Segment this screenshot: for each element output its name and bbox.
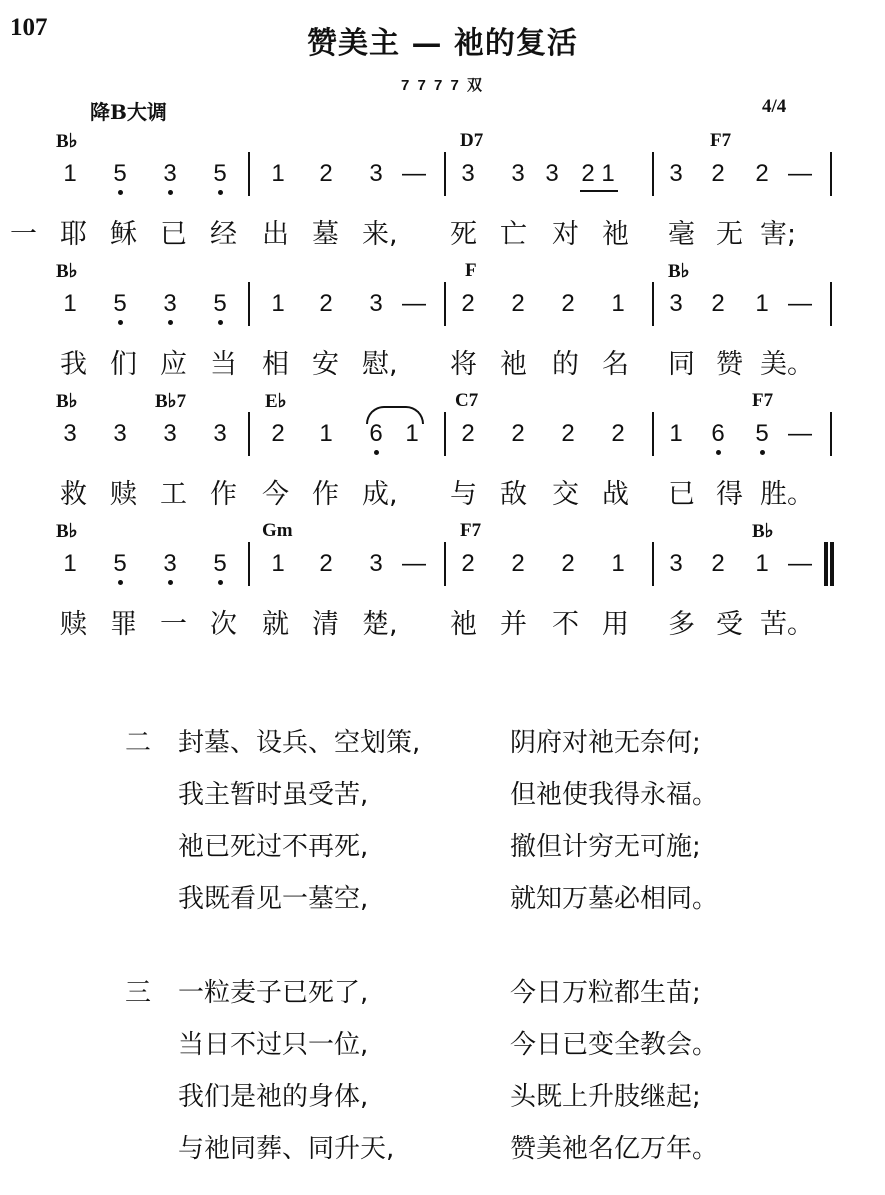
note-number: 1 <box>271 160 285 187</box>
lyric-char: 罪 <box>110 609 137 640</box>
lyric-char: 就 <box>262 609 289 640</box>
lyric-char: 名 <box>602 349 629 380</box>
barline <box>830 282 832 326</box>
note-number: 3 <box>163 290 177 317</box>
barline <box>444 282 446 326</box>
note-dash: — <box>788 290 812 317</box>
lyric-char: 次 <box>210 609 237 640</box>
octave-dot <box>118 320 123 325</box>
lyric-char: 工 <box>160 479 187 510</box>
barline <box>444 152 446 196</box>
chord-symbol: B♭ <box>56 261 78 282</box>
chord-symbol: B♭ <box>56 131 78 152</box>
verse-number: 二 <box>125 728 152 758</box>
octave-dot <box>760 450 765 455</box>
note-number: 5 <box>213 550 227 577</box>
hymn-number: 107 <box>10 14 48 41</box>
lyric-char: 祂 <box>450 609 477 640</box>
verse-line-second-half: 但祂使我得永福。 <box>510 780 719 810</box>
chord-symbol: F7 <box>710 130 732 151</box>
chord-symbol: B♭ <box>752 521 774 542</box>
lyric-char: 不 <box>552 609 579 640</box>
note-number: 3 <box>163 160 177 187</box>
lyric-char: 祂 <box>602 219 629 250</box>
meter: 7 7 7 7 双 <box>400 77 485 94</box>
barline <box>652 412 654 456</box>
note-dash: — <box>402 550 426 577</box>
note-number: 1 <box>669 420 683 447</box>
barline <box>830 152 832 196</box>
lyric-char: 们 <box>110 349 137 380</box>
octave-dot <box>218 580 223 585</box>
note-number: 3 <box>511 160 525 187</box>
octave-dot <box>118 580 123 585</box>
note-number: 3 <box>163 420 177 447</box>
note-number: 6 <box>369 420 383 447</box>
lyric-char: 已 <box>160 219 187 250</box>
note-number: 1 <box>755 290 769 317</box>
verse-line-first-half: 我们是祂的身体, <box>178 1082 369 1112</box>
lyric-char: 亡 <box>500 219 527 250</box>
lyric-char: 敌 <box>500 479 527 510</box>
verse-line-first-half: 当日不过只一位, <box>178 1030 369 1060</box>
chord-symbol: B♭ <box>668 261 690 282</box>
note-number: 2 <box>711 550 725 577</box>
lyric-char: 同 <box>668 349 695 380</box>
octave-dot <box>374 450 379 455</box>
octave-dot <box>218 190 223 195</box>
lyric-char: 作 <box>312 479 339 510</box>
barline <box>248 282 250 326</box>
lyric-char: 一 <box>10 219 37 250</box>
final-barline <box>830 542 834 586</box>
note-number: 2 <box>511 550 525 577</box>
lyric-char: 用 <box>602 609 629 640</box>
lyric-char: 当 <box>210 349 237 380</box>
lyric-char: 成, <box>362 479 398 510</box>
chord-symbol: C7 <box>455 390 479 411</box>
verse-line-first-half: 我主暂时虽受苦, <box>178 780 369 810</box>
octave-dot <box>118 190 123 195</box>
note-number: 5 <box>113 160 127 187</box>
note-number: 1 <box>611 290 625 317</box>
note-number: 1 <box>319 420 333 447</box>
note-number: 2 <box>461 550 475 577</box>
note-number: 3 <box>669 160 683 187</box>
lyric-char: 的 <box>552 349 579 380</box>
note-number: 5 <box>213 160 227 187</box>
lyric-char: 并 <box>500 609 527 640</box>
verse-line-second-half: 就知万墓必相同。 <box>510 884 719 914</box>
verse-line-second-half: 撤但计穷无可施; <box>510 832 701 862</box>
lyric-char: 一 <box>160 609 187 640</box>
lyric-char: 无 <box>716 219 743 250</box>
note-number: 1 <box>611 550 625 577</box>
chord-symbol: F7 <box>752 390 774 411</box>
note-number: 3 <box>213 420 227 447</box>
lyric-char: 美。 <box>760 349 814 380</box>
note-number: 3 <box>669 290 683 317</box>
note-number: 2 <box>319 160 333 187</box>
chord-symbol: B♭ <box>56 391 78 412</box>
note-dash: — <box>402 290 426 317</box>
note-number: 1 <box>63 290 77 317</box>
lyric-char: 将 <box>450 349 477 380</box>
barline <box>248 412 250 456</box>
note-number: 3 <box>63 420 77 447</box>
note-number: 2 <box>319 290 333 317</box>
lyric-char: 赞 <box>716 349 743 380</box>
note-number: 3 <box>461 160 475 187</box>
lyric-char: 来, <box>362 219 398 250</box>
note-number: 1 <box>63 160 77 187</box>
verse-line-second-half: 头既上升肢继起; <box>510 1082 701 1112</box>
lyric-char: 救 <box>60 479 87 510</box>
lyric-char: 墓 <box>312 219 339 250</box>
note-number: 1 <box>601 160 615 187</box>
note-number: 2 <box>319 550 333 577</box>
chord-symbol: B♭ <box>56 521 78 542</box>
note-number: 2 <box>461 420 475 447</box>
lyric-char: 清 <box>312 609 339 640</box>
note-number: 3 <box>669 550 683 577</box>
note-number: 1 <box>271 550 285 577</box>
barline <box>444 542 446 586</box>
chord-symbol: F <box>465 260 477 281</box>
verse-line-first-half: 祂已死过不再死, <box>178 832 369 862</box>
lyric-char: 祂 <box>500 349 527 380</box>
note-number: 1 <box>405 420 419 447</box>
note-number: 3 <box>369 290 383 317</box>
note-dash: — <box>788 420 812 447</box>
chord-symbol: D7 <box>460 130 484 151</box>
octave-dot <box>168 190 173 195</box>
lyric-char: 胜。 <box>760 479 814 510</box>
verse-line-second-half: 阴府对祂无奈何; <box>510 728 701 758</box>
note-number: 2 <box>711 160 725 187</box>
note-number: 2 <box>611 420 625 447</box>
lyric-char: 交 <box>552 479 579 510</box>
key-signature: 降B大调 <box>90 100 167 124</box>
note-number: 2 <box>581 160 595 187</box>
verse-line-second-half: 赞美祂名亿万年。 <box>510 1134 719 1164</box>
lyric-char: 作 <box>210 479 237 510</box>
note-number: 1 <box>63 550 77 577</box>
chord-symbol: Gm <box>262 520 293 541</box>
barline <box>248 542 250 586</box>
lyric-char: 受 <box>716 609 743 640</box>
lyric-char: 苦。 <box>760 609 814 640</box>
chord-symbol: F7 <box>460 520 482 541</box>
barline <box>248 152 250 196</box>
note-number: 2 <box>711 290 725 317</box>
lyric-char: 相 <box>262 349 289 380</box>
note-number: 3 <box>369 550 383 577</box>
note-number: 2 <box>461 290 475 317</box>
note-number: 3 <box>113 420 127 447</box>
time-signature: 4/4 <box>762 96 787 117</box>
note-number: 5 <box>113 290 127 317</box>
note-number: 2 <box>271 420 285 447</box>
lyric-char: 得 <box>716 479 743 510</box>
note-number: 1 <box>271 290 285 317</box>
lyric-char: 安 <box>312 349 339 380</box>
lyric-char: 经 <box>210 219 237 250</box>
note-number: 5 <box>213 290 227 317</box>
note-number: 3 <box>163 550 177 577</box>
lyric-char: 楚, <box>362 609 398 640</box>
note-number: 5 <box>755 420 769 447</box>
lyric-char: 赎 <box>60 609 87 640</box>
lyric-char: 赎 <box>110 479 137 510</box>
barline <box>830 412 832 456</box>
verse-line-first-half: 一粒麦子已死了, <box>178 978 369 1008</box>
verse-line-first-half: 我既看见一墓空, <box>178 884 369 914</box>
lyric-char: 稣 <box>110 219 137 250</box>
lyric-char: 我 <box>60 349 87 380</box>
barline <box>652 542 654 586</box>
note-dash: — <box>402 160 426 187</box>
note-number: 2 <box>561 290 575 317</box>
note-number: 6 <box>711 420 725 447</box>
chord-symbol: B♭7 <box>155 391 187 412</box>
note-number: 5 <box>113 550 127 577</box>
lyric-char: 对 <box>552 219 579 250</box>
verse-line-second-half: 今日万粒都生苗; <box>510 978 701 1008</box>
note-number: 2 <box>561 550 575 577</box>
lyric-char: 已 <box>668 479 695 510</box>
octave-dot <box>168 580 173 585</box>
note-dash: — <box>788 550 812 577</box>
eighth-underline <box>580 190 618 192</box>
tie-arc <box>366 406 424 424</box>
note-number: 2 <box>511 290 525 317</box>
chord-symbol: E♭ <box>265 391 287 412</box>
verse-number: 三 <box>125 978 152 1008</box>
octave-dot <box>218 320 223 325</box>
note-dash: — <box>788 160 812 187</box>
lyric-char: 耶 <box>60 219 87 250</box>
note-number: 3 <box>545 160 559 187</box>
lyric-char: 害; <box>760 219 797 250</box>
verse-line-first-half: 与祂同葬、同升天, <box>178 1134 395 1164</box>
note-number: 3 <box>369 160 383 187</box>
lyric-char: 慰, <box>362 349 398 380</box>
verse-line-first-half: 封墓、设兵、空划策, <box>178 728 421 758</box>
note-number: 1 <box>755 550 769 577</box>
note-number: 2 <box>755 160 769 187</box>
lyric-char: 毫 <box>668 219 695 250</box>
octave-dot <box>168 320 173 325</box>
barline <box>652 152 654 196</box>
octave-dot <box>716 450 721 455</box>
lyric-char: 今 <box>262 479 289 510</box>
barline <box>444 412 446 456</box>
barline <box>652 282 654 326</box>
lyric-char: 应 <box>160 349 187 380</box>
lyric-char: 死 <box>450 219 477 250</box>
lyric-char: 多 <box>668 609 695 640</box>
lyric-char: 战 <box>602 479 629 510</box>
note-number: 2 <box>561 420 575 447</box>
hymn-title: 赞美主 — 祂的复活 <box>307 26 578 61</box>
lyric-char: 与 <box>450 479 477 510</box>
verse-line-second-half: 今日已变全教会。 <box>510 1030 719 1060</box>
note-number: 2 <box>511 420 525 447</box>
lyric-char: 出 <box>262 219 289 250</box>
